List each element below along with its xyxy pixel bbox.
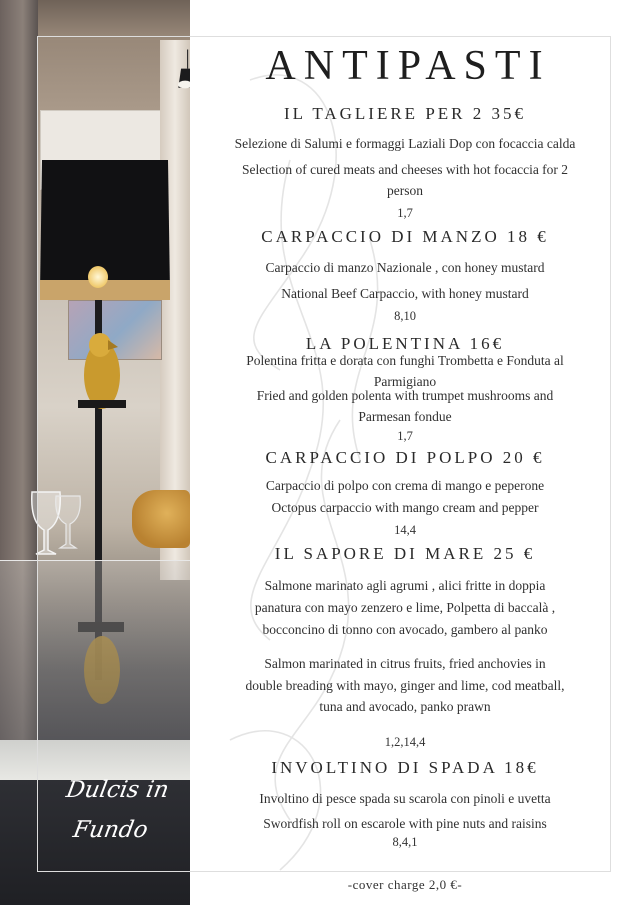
dish-description-en: National Beef Carpaccio, with honey mustard (281, 286, 529, 301)
dish-name: IL SAPORE DI MARE 25 € (274, 544, 536, 563)
dish-description-it: bocconcino di tonno con avocado, gambero al panko (262, 622, 548, 637)
dish-name: CARPACCIO DI POLPO 20 € (265, 448, 545, 467)
menu-column (190, 0, 640, 905)
brand-logo (37, 770, 191, 850)
dish-description-it: Parmigiano (373, 374, 437, 389)
dish-description-en: double breading with mayo, ginger and lime, cod meatball, (245, 678, 565, 693)
dish-description-it: Carpaccio di polpo con crema di mango e peperone (265, 478, 545, 493)
dish-description-it: Carpaccio di manzo Nazionale , con honey mustard (265, 260, 545, 275)
dish-description-en: tuna and avocado, panko prawn (319, 699, 491, 714)
dish-description-it: Salmone marinato agli agrumi , alici fritte in doppia (264, 578, 546, 593)
dish-name: IL TAGLIERE PER 2 35€ (283, 104, 526, 123)
dish-description-en: Parmesan fondue (358, 409, 452, 424)
dish-description-en: Octopus carpaccio with mango cream and pepper (271, 500, 539, 515)
dish-allergens: 1,7 (397, 429, 413, 443)
dish-name: INVOLTINO DI SPADA 18€ (271, 758, 539, 777)
brand-line-2: Fundo (71, 817, 150, 843)
dish-description-en: Swordfish roll on escarole with pine nuts and raisins (263, 816, 547, 831)
dish-description-it: Selezione di Salumi e formaggi Laziali Dop con focaccia calda (234, 136, 576, 151)
dish-allergens: 1,2,14,4 (384, 735, 426, 749)
brand-line-1: Dulcis in (64, 777, 171, 803)
wine-glass-icon (26, 488, 82, 558)
dish-allergens: 8,4,1 (392, 835, 418, 849)
dish-description-en: Selection of cured meats and cheeses with hot focaccia for 2 (241, 162, 569, 177)
dish-description-en: Salmon marinated in citrus fruits, fried anchovies in (264, 656, 546, 671)
lamp-bulb (88, 266, 108, 288)
dish-name: CARPACCIO DI MANZO 18 € (261, 227, 549, 246)
dish-description-en: person (387, 183, 423, 198)
dish-description-en: Fried and golden polenta with trumpet mushrooms and (256, 388, 554, 403)
dish-name: LA POLENTINA 16€ (305, 334, 505, 353)
photo-chair (132, 490, 190, 548)
dish-description-it: panatura con mayo zenzero e lime, Polpetta di baccalà , (254, 600, 556, 615)
dish-description-it: Polentina fritta e dorata con funghi Trombetta e Fonduta al (246, 353, 564, 368)
dish-allergens: 14,4 (394, 523, 416, 537)
photo-mirror-table (0, 560, 190, 761)
dish-allergens: 1,7 (397, 206, 413, 220)
dish-description-it: Involtino di pesce spada su scarola con pinoli e uvetta (259, 791, 551, 806)
dish-allergens: 8,10 (394, 309, 416, 323)
section-title: ANTIPASTI (265, 43, 551, 89)
cover-charge: -cover charge 2,0 €- (347, 877, 463, 892)
